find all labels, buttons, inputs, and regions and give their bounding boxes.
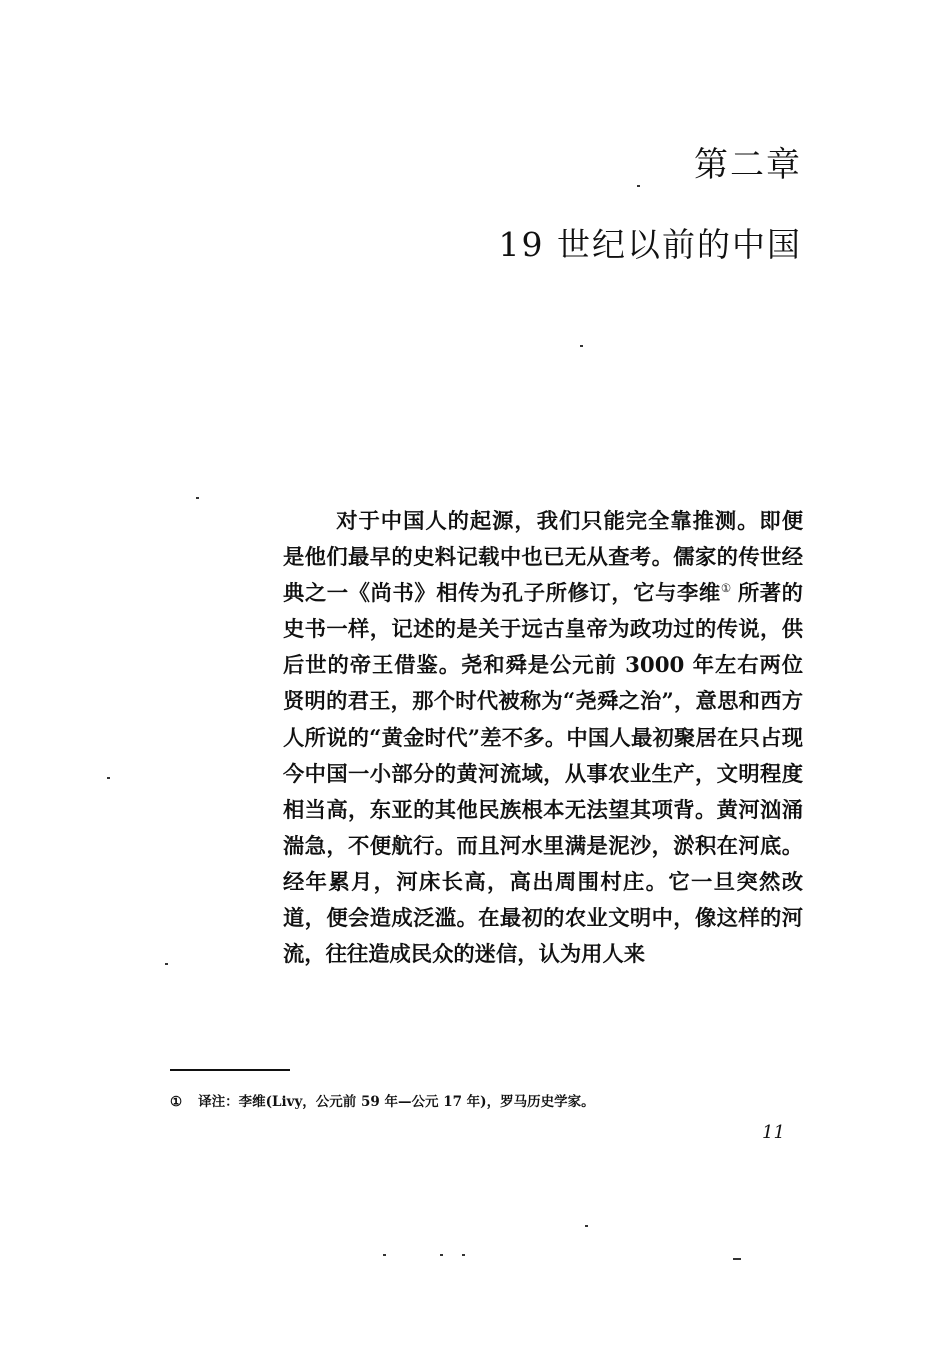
footnote-text: 译注：李维(Livy，公元前 59 年—公元 17 年)，罗马历史学家。 [198,1094,595,1110]
paragraph-text-b: 所著的史书一样，记述的是关于远古皇帝为政功过的传说，供后世的帝王借鉴。尧和舜是公元前 3000 年左右两位贤明的君王，那个时代被称为“尧舜之治”，意思和西方人所说的“黄金时代”差不多。中国人最初聚居在只占现今中国一小部分的黄河流域，从事农业生产，文明程度相当高，东亚的其他民族根本无法望其项背。黄河汹涌湍急，不便航行。而且河水里满是泥沙，淤积在河底。经年累月，河床长高，高出周围村庄。它一旦突然改道，便会造成泛滥。在最初的农业文明中，像这样的河流，往往造成民众的迷信，认为用人来 [283,581,803,968]
scan-speck [165,963,168,965]
paragraph-text-a: 对于中国人的起源，我们只能完全靠推测。即便是他们最早的史料记载中也已无从查考。儒家的传世经典之一《尚书》相传为孔子所修订，它与李维 [283,509,803,607]
scan-speck [585,1225,588,1227]
footnote [170,1090,595,1110]
footnote-reference: ① [720,581,732,596]
chapter-title: 19 世纪以前的中国 [498,225,802,264]
scan-speck [196,497,199,499]
scan-speck [462,1254,465,1256]
scan-speck [637,185,640,187]
page-number: 11 [762,1122,785,1143]
paragraph [283,504,803,973]
footnote-divider [170,1069,290,1071]
scan-speck [107,777,110,779]
scan-speck [440,1254,443,1256]
footnote-mark: ① [170,1094,183,1110]
scan-speck [733,1258,741,1260]
scan-speck [383,1254,386,1256]
chapter-number: 第二章 [694,145,802,185]
body-text [283,504,803,973]
scan-speck [580,345,583,347]
